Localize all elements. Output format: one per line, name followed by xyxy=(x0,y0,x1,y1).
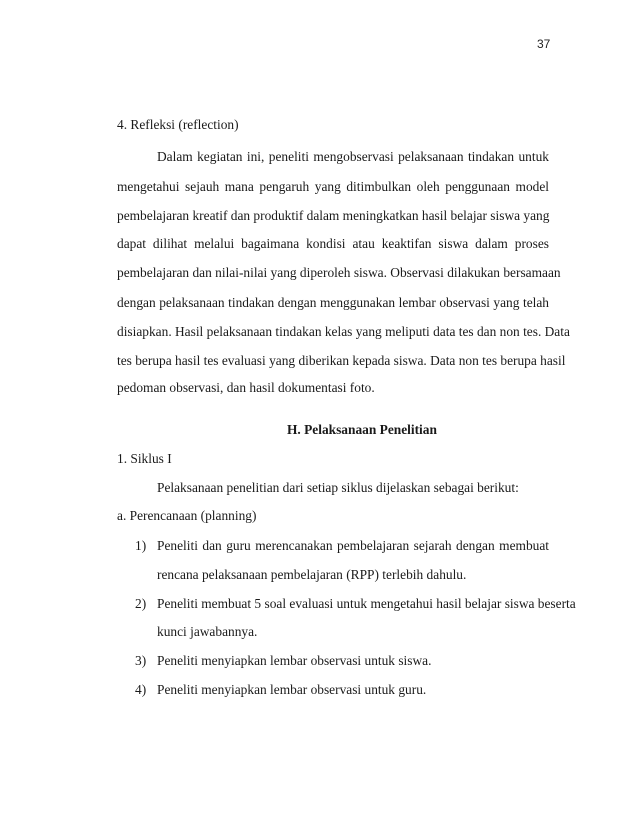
list-item-text: Peneliti dan guru merencanakan pembelajaran sejarah dengan membuat xyxy=(157,538,549,553)
siklus-intro: Pelaksanaan penelitian dari setiap siklus dijelaskan sebagai berikut: xyxy=(157,480,519,495)
list-item-text: Peneliti membuat 5 soal evaluasi untuk mengetahui hasil belajar siswa beserta xyxy=(157,596,576,611)
list-item-number: 2) xyxy=(135,596,147,611)
list-item-text: Peneliti menyiapkan lembar observasi untuk siswa. xyxy=(157,653,432,668)
siklus-heading: 1. Siklus I xyxy=(117,451,172,466)
paragraph-line: pembelajaran kreatif dan produktif dalam meningkatkan hasil belajar siswa yang xyxy=(117,208,550,223)
perencanaan-heading: a. Perencanaan (planning) xyxy=(117,508,257,523)
section-h-heading: H. Pelaksanaan Penelitian xyxy=(287,422,437,437)
paragraph-line: Dalam kegiatan ini, peneliti mengobservasi pelaksanaan tindakan untuk xyxy=(157,149,549,164)
list-item-text: kunci jawabannya. xyxy=(157,624,258,639)
paragraph-line: dengan pelaksanaan tindakan dengan menggunakan lembar observasi yang telah xyxy=(117,295,549,310)
paragraph-line: tes berupa hasil tes evaluasi yang diberikan kepada siswa. Data non tes berupa hasil xyxy=(117,353,566,368)
list-item-number: 3) xyxy=(135,653,147,668)
section-4-title: 4. Refleksi (reflection) xyxy=(117,117,239,132)
paragraph-line: pedoman observasi, dan hasil dokumentasi foto. xyxy=(117,380,375,395)
list-item-number: 4) xyxy=(135,682,147,697)
paragraph-line: pembelajaran dan nilai-nilai yang diperoleh siswa. Observasi dilakukan bersamaan xyxy=(117,265,561,280)
paragraph-line: mengetahui sejauh mana pengaruh yang ditimbulkan oleh penggunaan model xyxy=(117,179,549,194)
list-item-text: rencana pelaksanaan pembelajaran (RPP) terlebih dahulu. xyxy=(157,567,467,582)
paragraph-line: dapat dilihat melalui bagaimana kondisi atau keaktifan siswa dalam proses xyxy=(117,236,549,251)
list-item-text: Peneliti menyiapkan lembar observasi untuk guru. xyxy=(157,682,427,697)
list-item-number: 1) xyxy=(135,538,147,553)
page-number: 37 xyxy=(537,37,551,51)
paragraph-line: disiapkan. Hasil pelaksanaan tindakan kelas yang meliputi data tes dan non tes. Data xyxy=(117,324,570,339)
